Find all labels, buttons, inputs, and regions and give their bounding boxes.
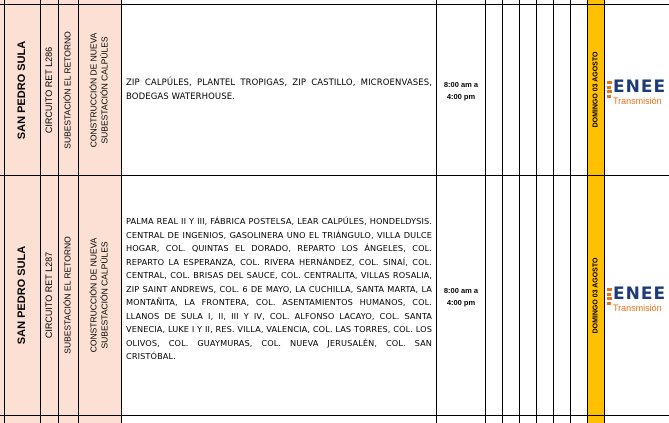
row2-affected-zones: PALMA REAL II Y III, FÁBRICA POSTELSA, LEAR CALPÚLES, HONDELDYSIS. CENTRAL DE INGENIOS, GASOLINERA UNO EL TRIÁNGULO, VILLA DULCE HOGAR, COL. QUINTAS EL DORADO, REPARTO LOS ÁNGELES, COL. REPARTO LA ESPERANZA, COL. RIVERA HERNÁNDEZ, COL. SINAÍ, COL. CENTRAL, COL. BRISAS DEL SAUCE, COL. CENTRALITA, VILLAS ROSALIA, ZIP SAINT ANDREWS, COL. 6 DE MAYO, LA CUCHILLA, SANTA MARTA, LA MONTAÑITA, LA FRONTERA, COL. ASENTAMIENTOS HUMANOS, COL. LLANOS DE SULA I, II, III Y IV, COL. ALFONSO LACAYO, COL. SANTA VENECIA, LUKE I Y II, RES. VILLA, VALENCIA, COL. LAS TORRES, COL. LOS OLIVOS, COL. GUAYMURAS, COL. NUEVA JERUSALÉN, COL. SAN CRISTÓBAL. [126, 216, 432, 361]
row2-substation-cell [58, 175, 78, 415]
row1-city-cell [4, 4, 40, 175]
row1-date: DOMINGO 03 AGOSTO [592, 51, 600, 128]
row1-circuit-cell [40, 4, 58, 175]
row1-date-cell [587, 4, 604, 175]
row2-work-cell [78, 175, 121, 415]
enee-logo-icon [607, 288, 612, 306]
row2-date-cell [587, 175, 604, 415]
row1-enee-logo: ENEE Transmisión [607, 77, 667, 107]
row2-city-cell [4, 175, 40, 415]
row1-city: SAN PEDRO SULA [16, 40, 28, 139]
row1-work-cell [78, 4, 121, 175]
row2-time: 8:00 am a 4:00 pm [443, 286, 479, 307]
row2-date: DOMINGO 03 AGOSTO [592, 257, 600, 333]
row1-circuit: CIRCUITO RET L286 [44, 46, 55, 133]
row2-circuit: CIRCUITO RET L287 [44, 251, 55, 339]
row2-enee-logo: ENEE Transmisión [607, 284, 667, 314]
row2-city: SAN PEDRO SULA [16, 245, 28, 345]
row1-time: 8:00 am a 4:00 pm [443, 80, 479, 101]
row2-substation: SUBESTACIÓN EL RETORNO [63, 236, 74, 354]
enee-logo-icon [607, 81, 612, 99]
row2-work-description: CONSTRUCCIÓN DE NUEVA SUBESTACIÓN CALPÚLES [88, 237, 110, 353]
row1-substation: SUBESTACIÓN EL RETORNO [63, 30, 74, 149]
row1-substation-cell [58, 4, 78, 175]
row2-circuit-cell [40, 175, 58, 415]
row1-affected-zones: ZIP CALPÚLES, PLANTEL TROPIGAS, ZIP CASTILLO, MICROENVASES, BODEGAS WATERHOUSE. [126, 78, 432, 102]
row1-work-description: CONSTRUCCIÓN DE NUEVA SUBESTACIÓN CALPÚLES [88, 32, 110, 147]
